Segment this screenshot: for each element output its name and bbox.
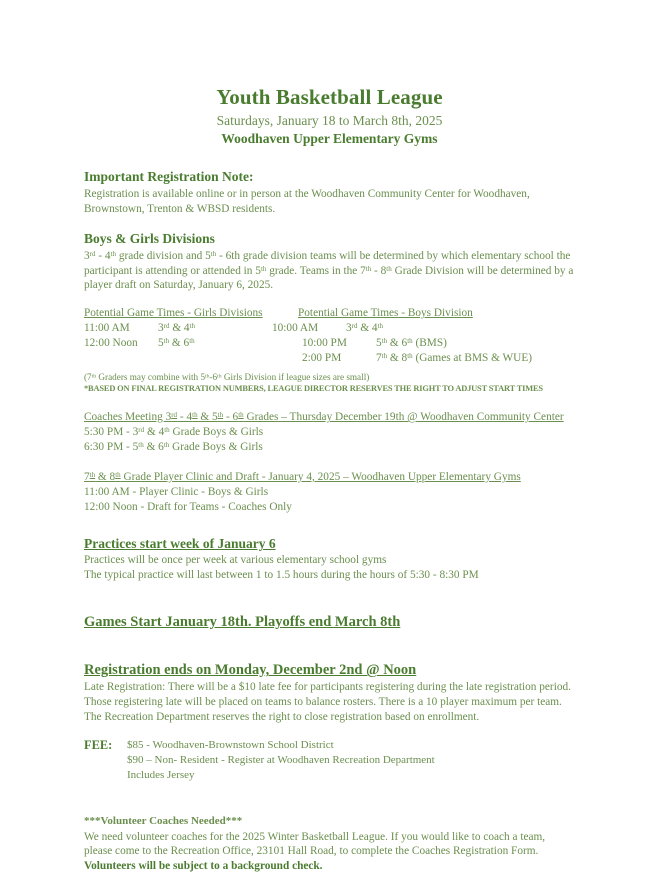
player-clinic-heading: 7th & 8th Grade Player Clinic and Draft - January 4, 2025 – Woodhaven Upper Elementary Gyms xyxy=(84,470,521,483)
section-games-start xyxy=(84,613,576,631)
masthead xyxy=(0,0,659,147)
ordinal-suffix: th xyxy=(189,322,196,331)
section-divisions xyxy=(84,231,576,293)
ordinal-suffix: rd xyxy=(138,426,145,434)
ordinal-suffix: th xyxy=(189,337,195,346)
section-player-clinic xyxy=(84,470,576,515)
ordinal-suffix: rd xyxy=(351,322,358,331)
ordinal-suffix: th xyxy=(164,426,170,434)
ordinal-suffix: th xyxy=(89,470,96,479)
games-start-heading: Games Start January 18th. Playoffs end March 8th xyxy=(84,614,401,631)
list-item: Practices will be once per week at various elementary school gyms xyxy=(84,554,387,567)
table-row xyxy=(272,336,576,351)
boys-times-heading: Potential Game Times - Boys Division xyxy=(298,307,473,320)
ordinal-suffix: th xyxy=(381,352,388,361)
list-item: The typical practice will last between 1 to 1.5 hours during the hours of 5:30 - 8:30 PM xyxy=(84,569,479,582)
list-item: 11:00 AM - Player Clinic - Boys & Girls xyxy=(84,485,269,498)
list-item: $90 – Non- Resident - Register at Woodhaven Recreation Department xyxy=(127,754,435,767)
fee-lines xyxy=(84,738,576,783)
game-time: 10:00 PM xyxy=(302,337,347,350)
section-volunteer-coaches xyxy=(84,814,576,873)
practices-heading: Practices start week of January 6 xyxy=(84,536,276,552)
ordinal-suffix: th xyxy=(386,264,392,273)
registration-note-heading: Important Registration Note: xyxy=(84,169,254,185)
game-grade: 5th & 6th (BMS) xyxy=(376,337,447,350)
ordinal-suffix: th xyxy=(407,352,413,361)
game-grade: 7th & 8th (Games at BMS & WUE) xyxy=(376,352,532,365)
ordinal-suffix: th xyxy=(407,337,413,346)
ordinal-suffix: th xyxy=(115,470,121,479)
game-grade: 5th & 6th xyxy=(158,337,195,350)
section-coaches-meeting xyxy=(84,410,576,455)
ordinal-suffix: th xyxy=(260,264,267,273)
ordinal-suffix: th xyxy=(192,411,198,420)
ordinal-suffix: th xyxy=(210,250,217,259)
list-item: 5:30 PM - 3rd & 4th Grade Boys & Girls xyxy=(84,425,264,438)
ordinal-suffix: th xyxy=(377,322,384,331)
list-item: 12:00 Noon - Draft for Teams - Coaches Only xyxy=(84,500,292,513)
ordinal-suffix: th xyxy=(110,250,117,259)
game-time: 2:00 PM xyxy=(302,352,342,365)
fee-label: FEE: xyxy=(84,738,113,753)
game-time: 12:00 Noon xyxy=(84,337,138,350)
registration-end-heading: Registration ends on Monday, December 2nd @ Noon xyxy=(84,662,417,679)
list-item: Includes Jersey xyxy=(127,769,195,782)
ordinal-suffix: th xyxy=(381,337,388,346)
season-dates: Saturdays, January 18 to March 8th, 2025 xyxy=(216,112,443,128)
table-row xyxy=(272,321,576,336)
section-fee xyxy=(84,738,576,783)
list-item: $85 - Woodhaven-Brownstown School District xyxy=(127,739,334,752)
coaches-meeting-heading: Coaches Meeting 3rd - 4th & 5th - 6th Grades – Thursday December 19th @ Woodhaven Community Center xyxy=(84,411,564,424)
game-time: 11:00 AM xyxy=(84,322,130,335)
table-row xyxy=(84,336,274,351)
page-title: Youth Basketball League xyxy=(216,85,443,109)
late-registration-body: Late Registration: There will be a $10 late fee for participants registering during the late registration period. Those registering late will be placed on teams to balance rosters. There is a 10 player maximum per team. The Recreation Department reserves the right to close registration based on enrollment. xyxy=(84,681,571,723)
ordinal-suffix: th xyxy=(163,337,170,346)
divisions-heading: Boys & Girls Divisions xyxy=(84,231,215,247)
ordinal-suffix: rd xyxy=(171,411,178,420)
section-game-times xyxy=(84,306,576,372)
girls-times-heading: Potential Game Times - Girls Divisions xyxy=(84,307,263,320)
game-times-girls-column xyxy=(84,306,274,351)
divisions-paragraph: 3rd - 4th grade division and 5th - 6th grade division teams will be determined by which elementary school the participant is attending or attended in 5th grade. Teams in the 7th - 8th Grade Division will be determined by a player draft on Saturday, January 6, 2025. xyxy=(84,250,574,292)
section-practices xyxy=(84,536,576,583)
graders-combine-footnote: (7th Graders may combine with 5th-6th Girls Division if league sizes are small) xyxy=(84,372,370,383)
game-grade: 3rd & 4th xyxy=(158,322,196,335)
section-registration-deadline xyxy=(84,661,576,724)
ordinal-suffix: th xyxy=(205,373,210,380)
game-times-footnotes xyxy=(84,372,576,395)
table-row xyxy=(272,351,576,366)
venue-name: Woodhaven Upper Elementary Gyms xyxy=(221,130,438,146)
volunteer-heading: ***Volunteer Coaches Needed*** xyxy=(84,815,243,828)
ordinal-suffix: th xyxy=(217,411,224,420)
registration-note-body: Registration is available online or in person at the Woodhaven Community Center for Woodhaven, Brownstown, Trenton & WBSD residents. xyxy=(84,187,530,215)
table-row xyxy=(84,321,274,336)
game-times-boys-column xyxy=(272,306,576,366)
ordinal-suffix: th xyxy=(217,373,222,380)
flyer-content xyxy=(0,147,576,874)
ordinal-suffix: th xyxy=(365,264,372,273)
game-time: 10:00 AM xyxy=(272,322,319,335)
game-grade: 3rd & 4th xyxy=(346,322,384,335)
ordinal-suffix: rd xyxy=(163,322,170,331)
ordinal-suffix: th xyxy=(91,373,97,380)
ordinal-suffix: rd xyxy=(89,250,96,259)
start-times-disclaimer: *BASED ON FINAL REGISTRATION NUMBERS, LEAGUE DIRECTOR RESERVES THE RIGHT TO ADJUST START TIMES xyxy=(84,384,543,394)
ordinal-suffix: th xyxy=(238,411,244,420)
ordinal-suffix: th xyxy=(163,440,170,449)
list-item: 6:30 PM - 5th & 6th Grade Boys & Girls xyxy=(84,440,263,453)
background-check-notice: Volunteers will be subject to a background check. xyxy=(84,859,323,872)
volunteer-body: We need volunteer coaches for the 2025 Winter Basketball League. If you would like to coach a team, please come to the Recreation Office, 23101 Hall Road, to complete the Coaches Registration Form. Volunteers will be subject to a background check. xyxy=(84,830,546,872)
section-registration-note xyxy=(84,169,576,216)
ordinal-suffix: th xyxy=(138,440,144,449)
